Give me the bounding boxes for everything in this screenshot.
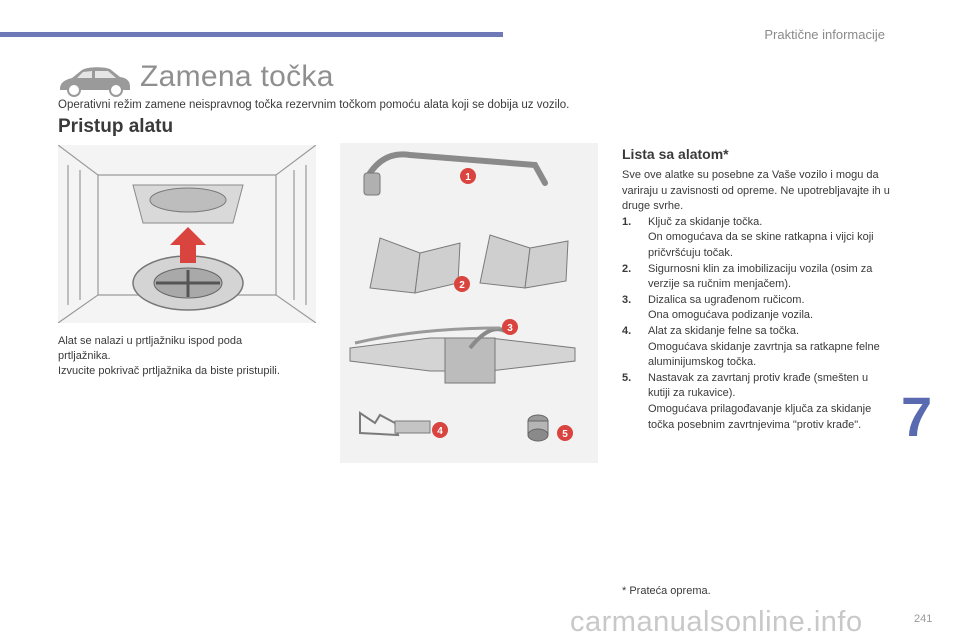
- list-item: [622, 262, 892, 293]
- item-text: Ključ za skidanje točka.: [648, 215, 763, 228]
- access-heading: Pristup alatu: [58, 116, 174, 137]
- item-text: Alat za skidanje felne sa točka.: [648, 324, 800, 337]
- jack-drawing: [350, 328, 575, 383]
- item-number: 2.: [622, 262, 632, 275]
- item-number: 3.: [622, 293, 632, 306]
- section-label: Praktične informacije: [764, 27, 885, 42]
- car-icon: [56, 63, 132, 97]
- trunk-illustration: [58, 145, 316, 323]
- access-line: Alat se nalazi u prtljažniku ispod poda: [58, 335, 243, 347]
- item-text: On omogućava da se skine ratkapna i vijci koji pričvršćuju točak.: [648, 231, 874, 259]
- item-number: 4.: [622, 324, 632, 337]
- footnote: * Prateća oprema.: [622, 585, 711, 597]
- list-item: [622, 371, 892, 433]
- header-accent-bar: [0, 32, 503, 37]
- hubcap-tool-drawing: [360, 413, 430, 435]
- item-text: Nastavak za zavrtanj protiv krađe (smešten u kutiji za rukavice).: [648, 371, 869, 400]
- callout-1: 1: [465, 172, 471, 183]
- item-number: 5.: [622, 371, 632, 384]
- tools-illustration: [340, 143, 598, 463]
- item-text: Omogućava skidanje zavrtnja sa ratkapne felne aluminijumskog točka.: [648, 340, 880, 369]
- intro-text: Operativni režim zamene neispravnog točka rezervnim točkom pomoću alata koji se dobija uz vozilo.: [58, 99, 570, 111]
- list-item: [622, 215, 892, 262]
- page-number: 241: [914, 613, 933, 625]
- item-text: Dizalica sa ugrađenom ručicom.: [648, 293, 805, 306]
- item-text: Ona omogućava podizanje vozila.: [648, 309, 814, 322]
- callout-5: 5: [562, 429, 568, 440]
- list-item: [622, 324, 892, 371]
- chapter-number: 7: [901, 385, 933, 448]
- tools-intro: Sve ove alatke su posebne za Vaše vozilo i mogu da variraju u zavisnosti od opreme. Ne upotrebljavajte ih u druge svrhe.: [622, 169, 890, 213]
- callout-4: 4: [437, 426, 443, 437]
- access-line: Izvucite pokrivač prtljažnika da biste pristupili.: [58, 365, 280, 377]
- access-text: [58, 334, 318, 379]
- callout-2: 2: [459, 280, 465, 291]
- item-text: Omogućava prilagođavanje ključa za skidanje točka posebnim zavrtnjevima "protiv krađe".: [648, 402, 872, 431]
- callout-3: 3: [507, 323, 513, 334]
- watermark: carmanualsonline.info: [570, 606, 863, 638]
- list-item: [622, 293, 892, 324]
- item-number: 1.: [622, 215, 632, 228]
- wheel-wrench-drawing: [364, 154, 545, 195]
- tools-list: [622, 168, 892, 433]
- antitheft-adapter-drawing: [528, 415, 548, 441]
- tools-heading: Lista sa alatom*: [622, 146, 729, 162]
- item-text: Sigurnosni klin za imobilizaciju vozila (osim za verzije sa ručnim menjačem).: [648, 262, 873, 291]
- page-title: Zamena točka: [140, 60, 334, 93]
- access-line: prtljažnika.: [58, 350, 111, 362]
